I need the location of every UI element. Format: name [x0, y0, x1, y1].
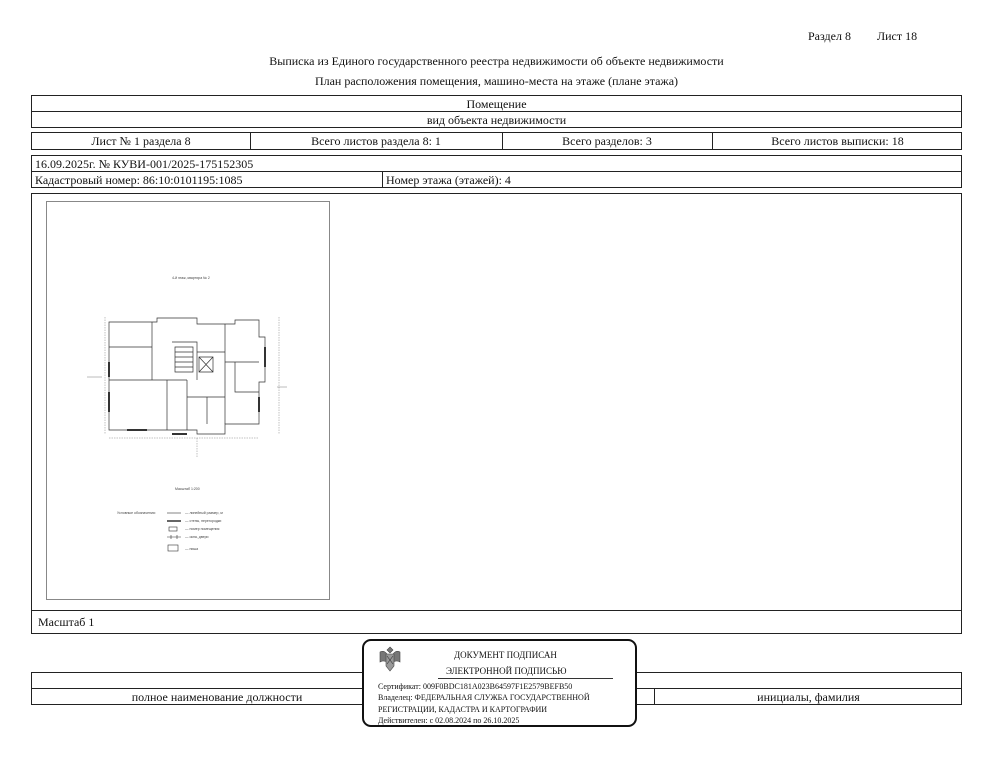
stamp-owner-line-2: РЕГИСТРАЦИИ, КАДАСТРА И КАРТОГРАФИИ: [378, 705, 548, 714]
legend-item-3: — номер помещения: [185, 527, 220, 531]
document-title: Выписка из Единого государственного реестра недвижимости об объекте недвижимости: [269, 54, 724, 68]
plan-scale-caption: Масштаб 1:200: [175, 487, 200, 491]
stamp-certificate: Сертификат: 009F0BDC181A023B64597F1E2579BEFB50: [378, 682, 573, 691]
stamp-validity: Действителен: с 02.08.2024 по 26.10.2025: [378, 716, 520, 725]
document-subtitle: План расположения помещения, машино-места на этаже (плане этажа): [314, 74, 679, 88]
object-name: Помещение: [466, 97, 527, 111]
scale-label: Масштаб 1: [38, 615, 95, 629]
legend-item-1: — линейный размер, м: [185, 511, 223, 515]
cadastral-number: Кадастровый номер: 86:10:0101195:1085: [35, 173, 243, 187]
stamp-owner-line-1: Владелец: ФЕДЕРАЛЬНАЯ СЛУЖБА ГОСУДАРСТВЕННОЙ: [378, 693, 590, 702]
legend-item-4: — окна, двери: [185, 535, 209, 539]
total-sheets-extract: Всего листов выписки: 18: [771, 134, 904, 148]
doc-info-box: [31, 155, 962, 188]
section-label: Раздел 8: [808, 29, 851, 43]
legend-item-5: — ниша: [185, 547, 199, 551]
floor-plan-sheet: [46, 201, 330, 600]
date-number: 16.09.2025г. № КУВИ-001/2025-175152305: [35, 157, 254, 171]
legend-title: Условные обозначения:: [117, 511, 156, 515]
stamp-line-2: ЭЛЕКТРОННОЙ ПОДПИСЬЮ: [446, 666, 567, 676]
total-sheets-section: Всего листов раздела 8: 1: [311, 134, 441, 148]
initials-label: инициалы, фамилия: [757, 690, 860, 704]
sheet-info-row: [31, 132, 962, 150]
object-type-box: [31, 95, 962, 128]
emblem-icon: [376, 644, 404, 674]
electronic-signature-stamp: [362, 639, 637, 727]
object-type-label: вид объекта недвижимости: [426, 113, 567, 127]
legend-item-2: — стены, перегородки: [185, 519, 222, 523]
stamp-line-1: ДОКУМЕНТ ПОДПИСАН: [454, 650, 557, 660]
position-label: полное наименование должности: [131, 690, 303, 704]
floor-number: Номер этажа (этажей): 4: [386, 173, 511, 187]
plan-sheet-header: 4-й этаж, квартира № 2: [172, 276, 210, 280]
sheet-label: Лист 18: [877, 29, 918, 43]
sheet-of-section: Лист № 1 раздела 8: [91, 134, 191, 148]
floor-plan-drawing: [47, 202, 329, 599]
legend-symbols: [165, 509, 185, 559]
total-sections: Всего разделов: 3: [562, 134, 652, 148]
